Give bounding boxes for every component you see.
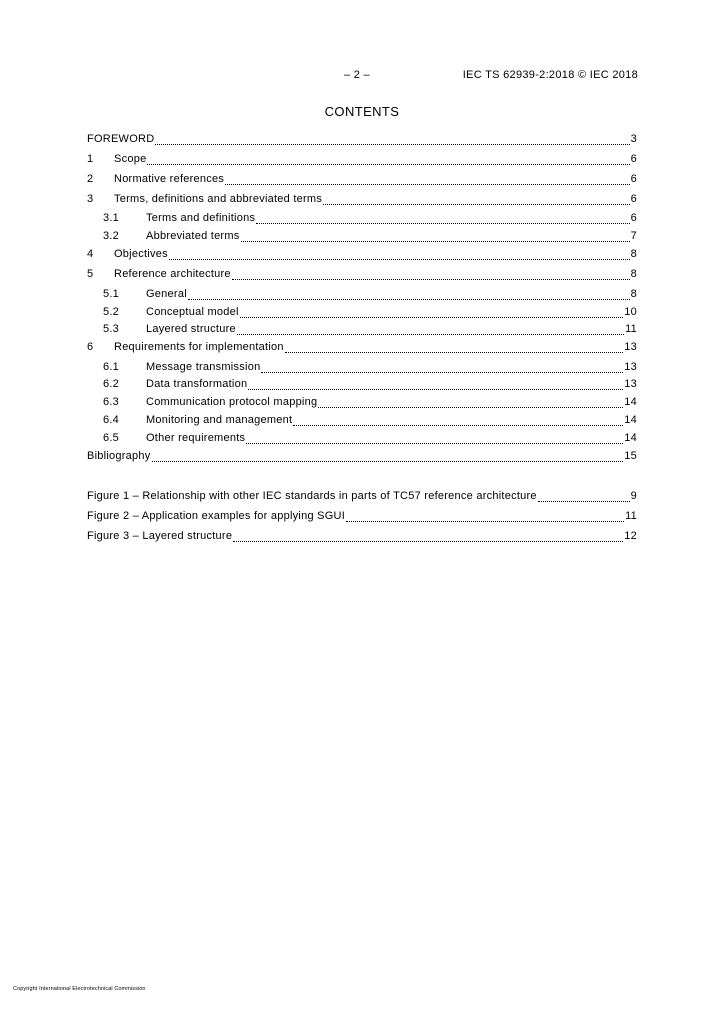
dot-leader <box>538 491 630 502</box>
toc-entry-figure-3[interactable] <box>87 529 637 544</box>
toc-entry-page: 8 <box>630 268 637 280</box>
toc-entry-title: Abbreviated terms <box>146 230 240 242</box>
dot-leader <box>323 194 630 205</box>
copyright-notice: Copyright International Electrotechnical Commission <box>13 986 146 992</box>
dot-leader <box>232 269 630 280</box>
toc-entry-title: Requirements for implementation <box>114 341 284 353</box>
page-header <box>0 69 724 83</box>
toc-entry-page: 14 <box>624 432 637 444</box>
dot-leader <box>293 415 623 426</box>
toc-entry-title: Figure 1 – Relationship with other IEC standards in parts of TC57 reference architecture <box>87 490 537 502</box>
toc-entry-number: 6.1 <box>103 361 120 373</box>
dot-leader <box>147 154 629 165</box>
toc-entry-title: Terms, definitions and abbreviated terms <box>114 193 323 205</box>
dot-leader <box>246 433 623 444</box>
toc-entry-data-transformation[interactable] <box>103 377 637 392</box>
toc-entry-normative-references[interactable] <box>87 172 637 187</box>
toc-entry-general[interactable] <box>103 287 637 302</box>
toc-entry-number: 2 <box>87 173 94 185</box>
toc-entry-page: 12 <box>624 530 637 542</box>
toc-entry-page: 6 <box>630 173 637 185</box>
toc-entry-number: 6.2 <box>103 378 120 390</box>
toc-entry-title: Layered structure <box>146 323 236 335</box>
dot-leader <box>241 231 630 242</box>
dot-leader <box>225 174 629 185</box>
toc-entry-message-transmission[interactable] <box>103 360 637 375</box>
dot-leader <box>346 511 624 522</box>
toc-entry-monitoring-management[interactable] <box>103 413 637 428</box>
toc-entry-reference-architecture[interactable] <box>87 267 637 282</box>
toc-entry-number: 6.5 <box>103 432 120 444</box>
toc-entry-other-requirements[interactable] <box>103 431 637 446</box>
dot-leader <box>188 289 630 300</box>
toc-entry-number: 1 <box>87 153 94 165</box>
toc-entry-number: 6 <box>87 341 94 353</box>
toc-entry-page: 13 <box>624 378 637 390</box>
toc-entry-title: Other requirements <box>146 432 246 444</box>
toc-entry-number: 5.2 <box>103 306 120 318</box>
dot-leader <box>237 324 624 335</box>
toc-entry-protocol-mapping[interactable] <box>103 395 637 410</box>
toc-entry-terms-definitions[interactable] <box>87 192 637 207</box>
toc-entry-number: 6.4 <box>103 414 120 426</box>
toc-entry-figure-2[interactable] <box>87 509 637 524</box>
dot-leader <box>233 531 623 542</box>
dot-leader <box>318 397 623 408</box>
dot-leader <box>152 451 624 462</box>
dot-leader <box>248 379 623 390</box>
toc-entry-page: 14 <box>624 414 637 426</box>
toc-entry-title: Terms and definitions <box>146 212 256 224</box>
dot-leader <box>261 362 623 373</box>
toc-entry-number: 4 <box>87 248 94 260</box>
contents-title: CONTENTS <box>324 104 400 119</box>
dot-leader <box>169 249 630 260</box>
dot-leader <box>285 342 623 353</box>
toc-entry-title: General <box>146 288 187 300</box>
toc-entry-page: 9 <box>630 490 637 502</box>
toc-entry-page: 6 <box>630 153 637 165</box>
toc-entry-page: 8 <box>630 248 637 260</box>
toc-entry-page: 6 <box>630 193 637 205</box>
toc-entry-page: 14 <box>624 396 637 408</box>
toc-entry-title: FOREWORD <box>87 133 155 145</box>
toc-entry-number: 5.1 <box>103 288 120 300</box>
toc-entry-requirements[interactable] <box>87 340 637 355</box>
dot-leader <box>240 307 624 318</box>
toc-entry-title: Data transformation <box>146 378 248 390</box>
toc-entry-title: Communication protocol mapping <box>146 396 318 408</box>
toc-entry-conceptual-model[interactable] <box>103 305 637 320</box>
toc-entry-title: Conceptual model <box>146 306 239 318</box>
toc-entry-number: 5.3 <box>103 323 120 335</box>
toc-entry-page: 6 <box>630 212 637 224</box>
toc-entry-page: 8 <box>630 288 637 300</box>
toc-entry-page: 11 <box>625 323 637 335</box>
toc-entry-number: 6.3 <box>103 396 120 408</box>
toc-entry-abbreviated-terms[interactable] <box>103 229 637 244</box>
dot-leader <box>155 134 629 145</box>
toc-entry-terms-and-definitions[interactable] <box>103 211 637 226</box>
document-id: IEC TS 62939-2:2018 © IEC 2018 <box>462 69 638 81</box>
toc-entry-number: 5 <box>87 268 94 280</box>
toc-entry-title: Bibliography <box>87 450 151 462</box>
toc-entry-number: 3.1 <box>103 212 120 224</box>
dot-leader <box>256 213 629 224</box>
toc-entry-number: 3 <box>87 193 94 205</box>
toc-entry-page: 13 <box>624 361 637 373</box>
page-number: – 2 – <box>344 69 370 81</box>
toc-entry-foreword[interactable] <box>87 132 637 147</box>
toc-entry-title: Reference architecture <box>114 268 231 280</box>
toc-entry-page: 13 <box>624 341 637 353</box>
toc-entry-layered-structure[interactable] <box>103 322 637 337</box>
toc-entry-title: Monitoring and management <box>146 414 293 426</box>
toc-entry-figure-1[interactable] <box>87 489 637 504</box>
toc-entry-title: Figure 3 – Layered structure <box>87 530 233 542</box>
toc-entry-scope[interactable] <box>87 152 637 167</box>
toc-entry-title: Figure 2 – Application examples for applying SGUI <box>87 510 346 522</box>
toc-entry-title: Message transmission <box>146 361 261 373</box>
toc-entry-objectives[interactable] <box>87 247 637 262</box>
toc-entry-page: 11 <box>625 510 637 522</box>
toc-entry-page: 7 <box>630 230 637 242</box>
toc-entry-page: 3 <box>630 133 637 145</box>
toc-entry-title: Objectives <box>114 248 168 260</box>
toc-entry-title: Scope <box>114 153 147 165</box>
toc-entry-page: 10 <box>624 306 637 318</box>
toc-entry-title: Normative references <box>114 173 225 185</box>
toc-entry-page: 15 <box>624 450 637 462</box>
toc-entry-bibliography[interactable] <box>87 449 637 464</box>
toc-entry-number: 3.2 <box>103 230 120 242</box>
